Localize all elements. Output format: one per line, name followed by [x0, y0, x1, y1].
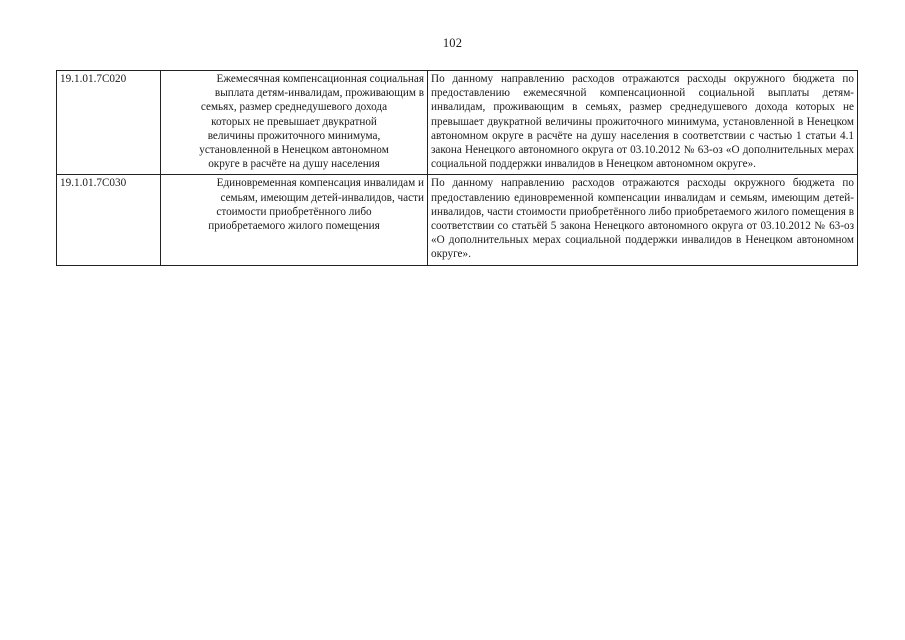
expense-name-line: семьях, размер среднедушевого дохода	[200, 101, 388, 114]
expense-name-line: величины прожиточного минимума,	[207, 129, 381, 142]
expense-name-line: установленной в Ненецком автономном	[199, 144, 389, 157]
expense-name-line: стоимости приобретённого либо	[216, 205, 372, 218]
expense-code-cell: 19.1.01.7С020	[57, 71, 161, 175]
table-row	[57, 175, 858, 265]
expense-name-line: выплата детям-инвалидам, проживающим в	[214, 87, 424, 100]
expense-name-line: Единовременная компенсация инвалидам и	[216, 177, 424, 190]
expense-name-cell	[161, 175, 428, 265]
expense-name-line: округе в расчёте на душу населения	[208, 158, 380, 171]
expense-description-cell: По данному направлению расходов отражаются расходы окружного бюджета по предоставлению ежемесячной компенсационной социальной выплаты детям-инвалидам, проживающим в семьях, размер среднедушевого дохода которых не превышает двукратной величины прожиточного минимума, установленной в Ненецком автономном округе в расчёте на душу населения в соответствии с частью 1 статьи 4.1 закона Ненецкого автономного округа от 03.10.2012 № 63-оз «О дополнительных мерах социальной поддержки инвалидов в Ненецком автономном округе».	[428, 71, 858, 175]
expense-name-line: Ежемесячная компенсационная социальная	[216, 73, 424, 85]
expense-name-cell	[161, 71, 428, 175]
table-row	[57, 71, 858, 175]
page-number: 102	[442, 36, 463, 50]
expense-description-cell: По данному направлению расходов отражаются расходы окружного бюджета по предоставлению единовременной компенсации инвалидам и семьям, имеющим детей-инвалидов, части стоимости приобретённого либо приобретаемого жилого помещения в соответствии со статьёй 5 закона Ненецкого автономного округа от 03.10.2012 № 63-оз «О дополнительных мерах социальной поддержки инвалидов в Ненецком автономном округе».	[428, 175, 858, 265]
budget-classification-table	[56, 70, 858, 266]
expense-name-line: семьям, имеющим детей-инвалидов, части	[220, 191, 424, 204]
expense-code-cell: 19.1.01.7С030	[57, 175, 161, 265]
expense-name-line: приобретаемого жилого помещения	[208, 220, 380, 233]
expense-name-line: которых не превышает двукратной	[211, 115, 377, 128]
